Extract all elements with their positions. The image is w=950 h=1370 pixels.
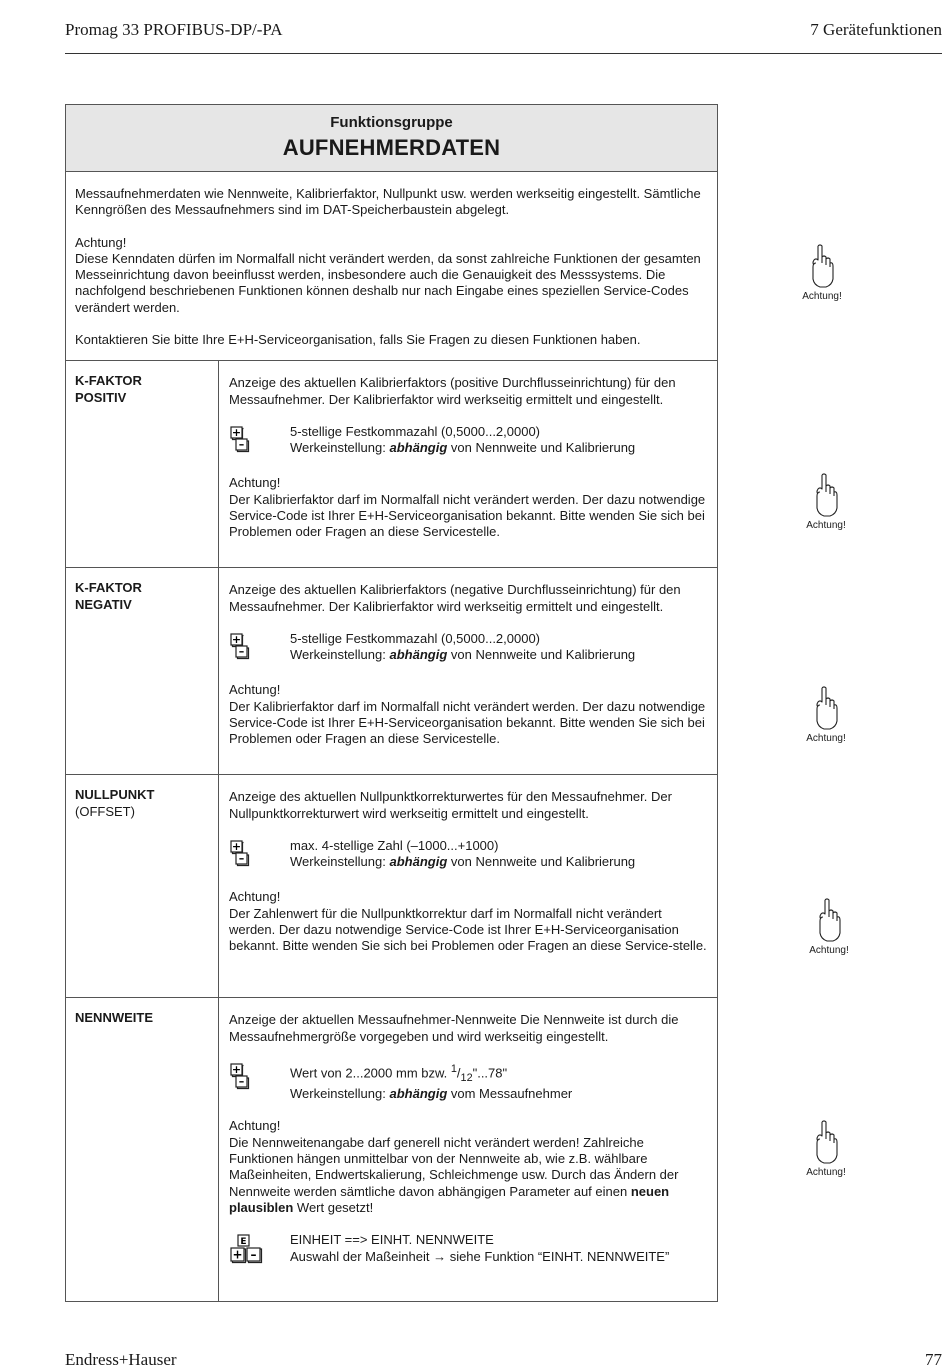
function-group-title-bar: [66, 105, 717, 172]
description-text: Anzeige des aktuellen Kalibrierfaktors (negative Durchflusseinrichtung) für den Messaufnehmer. Der Kalibrierfaktor wird werkseitig ermittelt und eingestellt.: [229, 582, 681, 614]
svg-text:–: –: [238, 851, 245, 865]
spec-fraction-denominator: 12: [460, 1071, 473, 1084]
intro-section: [66, 172, 717, 361]
header-document-title: Promag 33 PROFIBUS-DP/-PA: [65, 20, 283, 39]
spec-range: max. 4-stellige Zahl (–1000...+1000): [290, 837, 499, 853]
function-name: [66, 568, 219, 774]
achtung-label: Achtung!: [806, 520, 846, 531]
header-chapter-title: 7 Gerätefunktionen: [810, 20, 942, 39]
function-description: [219, 775, 717, 997]
description-text: Anzeige der aktuellen Messaufnehmer-Nennweite Die Nennweite ist durch die Messaufnehmergröße vorgegeben und wird werkseitig eingestellt.: [229, 1012, 679, 1044]
svg-text:+: +: [232, 1247, 243, 1262]
spec-text: [290, 424, 707, 459]
warning-text: [229, 889, 707, 954]
spec-range-end: "...78": [472, 1065, 508, 1081]
warning-body: Der Kalibrierfaktor darf im Normalfall nicht verändert werden. Der dazu notwendige Service-Code ist Ihrer E+H-Serviceorganisation bekannt. Bitte wenden Sie sich bei Problemen oder Fragen an diese Servicestelle.: [229, 698, 706, 747]
unit-text: [290, 1232, 707, 1269]
spec-text: [290, 631, 707, 666]
footer-brand: Endress+Hauser: [65, 1350, 177, 1369]
plus-minus-keys-icon: [229, 424, 290, 459]
unit-function-reference: siehe Funktion “EINHT. NENNWEITE”: [446, 1248, 670, 1264]
svg-text:E: E: [240, 1237, 247, 1248]
svg-text:–: –: [238, 437, 245, 451]
spec-text: [290, 1061, 707, 1103]
achtung-marker-intro: [792, 243, 852, 302]
warning-body-end: Wert gesetzt!: [293, 1199, 374, 1215]
function-group-subtitle: Funktionsgruppe: [330, 114, 453, 131]
warning-emphasis: neuen plausiblen: [229, 1183, 670, 1215]
svg-text:+: +: [231, 632, 242, 646]
pointing-hand-icon: [808, 243, 836, 289]
function-description: [219, 998, 717, 1301]
function-name-line2: NEGATIV: [75, 596, 132, 612]
warning-body: Der Zahlenwert für die Nullpunktkorrektur darf im Normalfall nicht verändert werden. Der dazu notwendige Service-Code ist Ihrer E+H-Serviceorganisation bekannt. Bitte wenden Sie sich bei Problemen oder Fragen an diese Service-stelle.: [229, 905, 707, 954]
spec-range: 5-stellige Festkommazahl (0,5000...2,0000): [290, 630, 541, 646]
unit-selection: [229, 1232, 707, 1269]
spec-range: Wert von 2...2000 mm bzw.: [290, 1065, 451, 1081]
spec-default-rest: von Nennweite und Kalibrierung: [447, 647, 636, 663]
warning-head: Achtung!: [229, 889, 281, 905]
svg-text:+: +: [231, 425, 242, 439]
achtung-marker-row1: [796, 472, 856, 531]
function-group-box: [65, 104, 718, 1302]
function-row-k-faktor-positiv: [66, 361, 717, 568]
intro-warning-text: Diese Kenndaten dürfen im Normalfall nicht verändert werden, da sonst zahlreiche Funktionen der gesamten Messeinrichtung davon beeinflusst werden, insbesondere auch die Genauigkeit des Messsystems. Die nachfolgend beschriebenen Funktionen können deshalb nur nach Eingabe eines speziellen Service-Codes verändert werden.: [75, 250, 701, 315]
svg-text:+: +: [231, 839, 242, 853]
function-description: [219, 361, 717, 567]
footer-page-number: 77: [925, 1350, 942, 1369]
unit-path: EINHEIT ==> EINHT. NENNWEITE: [290, 1232, 494, 1248]
pointing-hand-icon: [812, 1119, 840, 1165]
spec-default-value: abhängig: [389, 647, 448, 663]
warning-head: Achtung!: [229, 682, 281, 698]
achtung-label: Achtung!: [802, 291, 842, 302]
achtung-label: Achtung!: [806, 733, 846, 744]
intro-warning: [75, 235, 708, 316]
input-spec: [229, 631, 707, 666]
function-description: [219, 568, 717, 774]
spec-default-label: Werkeinstellung:: [290, 1086, 390, 1102]
warning-head: Achtung!: [229, 1118, 281, 1134]
achtung-marker-row4: [796, 1119, 856, 1178]
plus-minus-keys-icon: [229, 1061, 290, 1103]
spec-default-rest: von Nennweite und Kalibrierung: [447, 440, 636, 456]
achtung-label: Achtung!: [806, 1167, 846, 1178]
spec-text: [290, 838, 707, 873]
function-name: [66, 775, 219, 997]
function-name-line1: K-FAKTOR: [75, 373, 142, 389]
spec-fraction-numerator: 1: [450, 1062, 457, 1075]
achtung-marker-row2: [796, 685, 856, 744]
intro-contact: Kontaktieren Sie bitte Ihre E+H-Serviceorganisation, falls Sie Fragen zu diesen Funktionen haben.: [75, 332, 641, 348]
intro-paragraph: Messaufnehmerdaten wie Nennweite, Kalibrierfaktor, Nullpunkt usw. werden werkseitig eingestellt. Sämtliche Kenngrößen des Messaufnehmers sind im DAT-Speicherbaustein abgelegt.: [75, 186, 701, 218]
pointing-hand-icon: [812, 685, 840, 731]
warning-text: [229, 1118, 707, 1216]
warning-head: Achtung!: [229, 475, 281, 491]
spec-default-value: abhängig: [389, 854, 448, 870]
warning-text: [229, 682, 707, 747]
warning-body: Der Kalibrierfaktor darf im Normalfall nicht verändert werden. Der dazu notwendige Service-Code ist Ihrer E+H-Serviceorganisation bekannt. Bitte wenden Sie sich bei Problemen oder Fragen an diese Servicestelle.: [229, 491, 706, 540]
function-name: [66, 998, 219, 1301]
warning-text: [229, 475, 707, 540]
spec-default-rest: von Nennweite und Kalibrierung: [447, 854, 636, 870]
svg-text:–: –: [238, 1074, 245, 1088]
input-spec: [229, 838, 707, 873]
achtung-marker-row3: [799, 897, 859, 956]
function-name-line1: K-FAKTOR: [75, 580, 142, 596]
intro-warning-head: Achtung!: [75, 234, 127, 250]
keypad-icon: [229, 1232, 290, 1269]
input-spec: [229, 424, 707, 459]
function-name-line1: NULLPUNKT: [75, 787, 155, 803]
function-name-line2: POSITIV: [75, 389, 127, 405]
pointing-hand-icon: [812, 472, 840, 518]
function-name: [66, 361, 219, 567]
unit-selection-text: Auswahl der Maßeinheit: [290, 1248, 434, 1264]
svg-text:+: +: [231, 1062, 242, 1076]
function-name-line2: (OFFSET): [75, 803, 135, 819]
warning-body: Die Nennweitenangabe darf generell nicht verändert werden! Zahlreiche Funktionen hängen unmittelbar von der Nennweite ab, wie z.B. wählbare Maßeinheiten, Endwertskalierung, Schleichmenge usw. Durch das Ändern der Nennweite werden sämtliche davon abhängigen Parameter auf einen: [229, 1134, 679, 1199]
description-text: Anzeige des aktuellen Kalibrierfaktors (positive Durchflusseinrichtung) für den Messaufnehmer. Der Kalibrierfaktor wird werkseitig ermittelt und eingestellt.: [229, 375, 676, 407]
function-row-k-faktor-negativ: [66, 568, 717, 775]
svg-text:–: –: [250, 1247, 257, 1262]
svg-text:–: –: [238, 644, 245, 658]
spec-fraction-slash: /: [456, 1065, 461, 1081]
header-rule: [65, 53, 942, 54]
function-row-nennweite: [66, 998, 717, 1301]
plus-minus-keys-icon: [229, 838, 290, 873]
spec-default-label: Werkeinstellung:: [290, 647, 390, 663]
input-spec: [229, 1061, 707, 1103]
description-text: Anzeige des aktuellen Nullpunktkorrekturwertes für den Messaufnehmer. Der Nullpunktkorrekturwert wird werkseitig ermittelt und eingestellt.: [229, 789, 672, 821]
spec-default-value: abhängig: [389, 440, 448, 456]
spec-default-value: abhängig: [389, 1086, 448, 1102]
function-row-nullpunkt: [66, 775, 717, 998]
achtung-label: Achtung!: [809, 945, 849, 956]
function-name-line1: NENNWEITE: [75, 1010, 153, 1026]
function-group-title: AUFNEHMERDATEN: [282, 135, 501, 160]
pointing-hand-icon: [815, 897, 843, 943]
spec-default-rest: vom Messaufnehmer: [447, 1086, 573, 1102]
spec-default-label: Werkeinstellung:: [290, 440, 390, 456]
spec-range: 5-stellige Festkommazahl (0,5000...2,0000): [290, 423, 541, 439]
arrow-right-icon: →: [433, 1248, 447, 1264]
spec-default-label: Werkeinstellung:: [290, 854, 390, 870]
plus-minus-keys-icon: [229, 631, 290, 666]
